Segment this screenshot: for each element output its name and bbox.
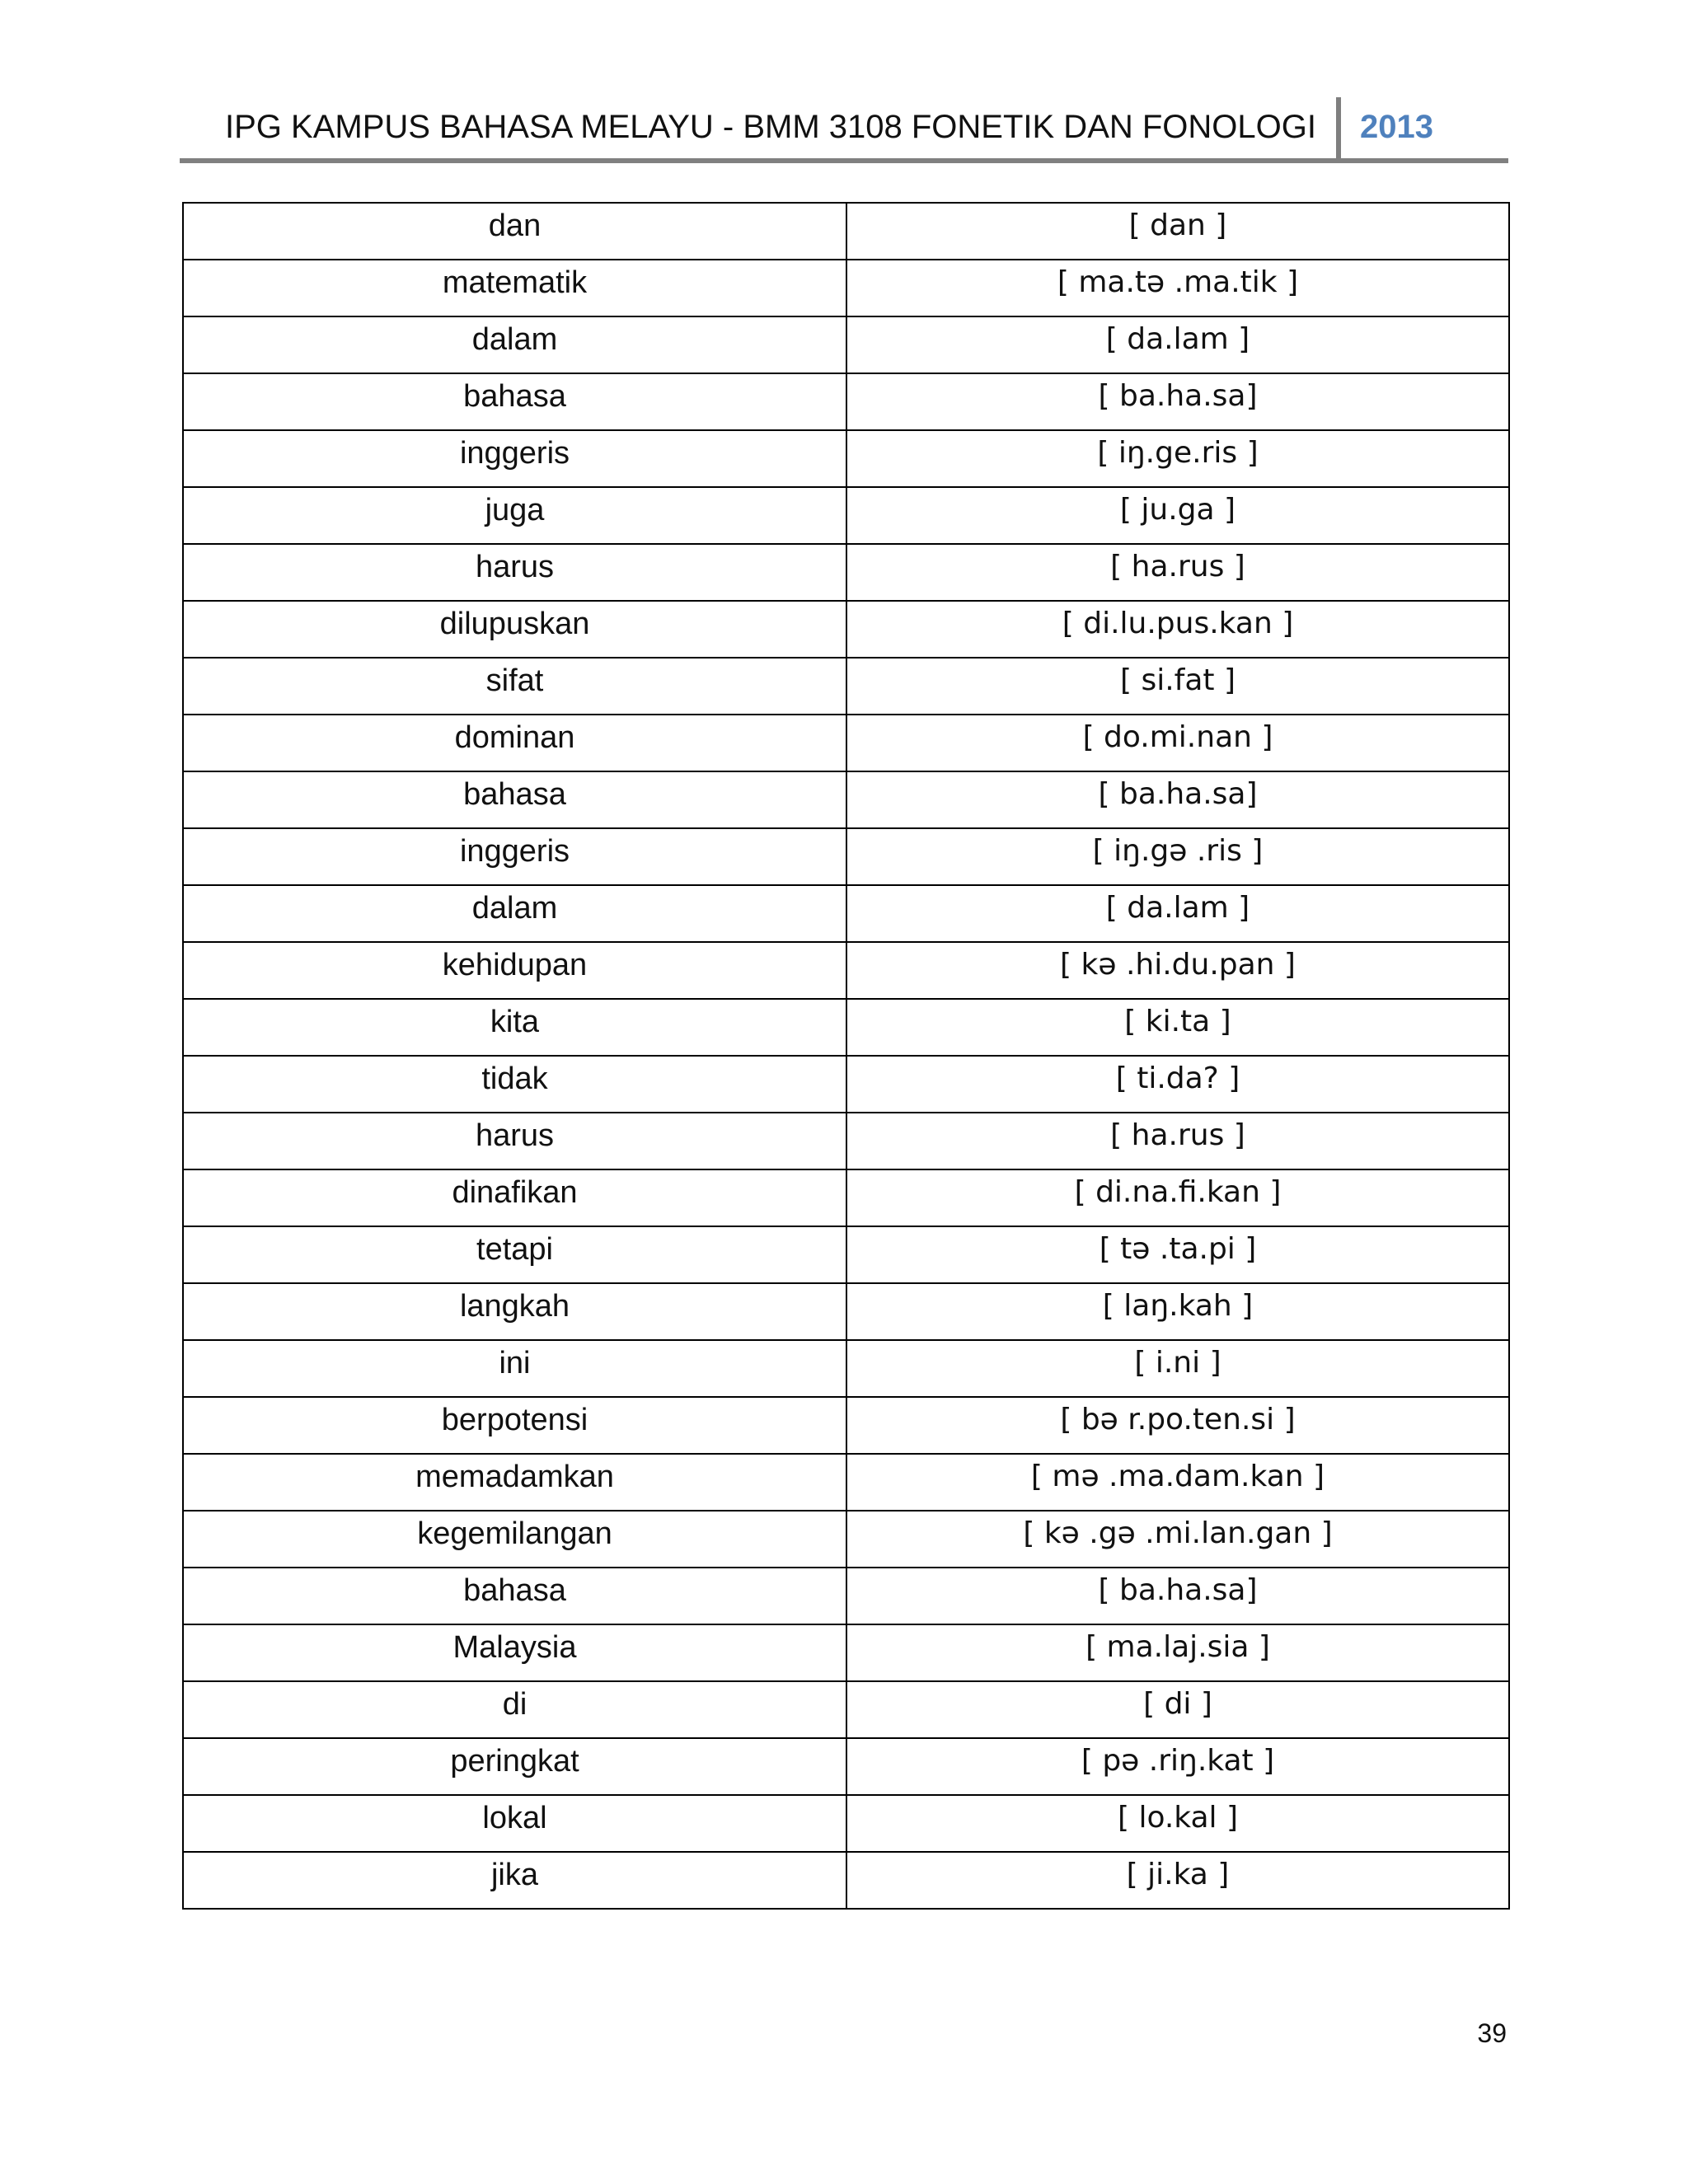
transcription-cell: [ di.lu.pus.kan ] xyxy=(846,601,1509,658)
word-cell: inggeris xyxy=(183,430,846,487)
transcription-cell: [ da.lam ] xyxy=(846,885,1509,942)
table-row xyxy=(183,1681,1509,1738)
word-cell: bahasa xyxy=(183,373,846,430)
word-cell: inggeris xyxy=(183,828,846,885)
word-cell: harus xyxy=(183,544,846,601)
table-row xyxy=(183,487,1509,544)
transcription-cell: [ ba.ha.sa] xyxy=(846,771,1509,828)
header-divider xyxy=(1336,97,1341,162)
word-cell: Malaysia xyxy=(183,1624,846,1681)
transcription-cell: [ ki.ta ] xyxy=(846,999,1509,1056)
word-cell: ini xyxy=(183,1340,846,1397)
table-row xyxy=(183,828,1509,885)
table-row xyxy=(183,430,1509,487)
transcription-cell: [ ji.ka ] xyxy=(846,1852,1509,1909)
table-row xyxy=(183,1397,1509,1454)
transcription-cell: [ ju.ga ] xyxy=(846,487,1509,544)
table-row xyxy=(183,1340,1509,1397)
transcription-cell: [ ti.da? ] xyxy=(846,1056,1509,1113)
header-year: 2013 xyxy=(1360,109,1433,145)
transcription-cell: [ da.lam ] xyxy=(846,316,1509,373)
transcription-cell: [ di.na.fi.kan ] xyxy=(846,1169,1509,1226)
transcription-cell: [ pə .riŋ.kat ] xyxy=(846,1738,1509,1795)
transcription-cell: [ iŋ.gə .ris ] xyxy=(846,828,1509,885)
table-row xyxy=(183,1852,1509,1909)
table-row xyxy=(183,999,1509,1056)
table-row xyxy=(183,316,1509,373)
table-row xyxy=(183,1568,1509,1624)
word-cell: juga xyxy=(183,487,846,544)
table-row xyxy=(183,260,1509,316)
word-cell: jika xyxy=(183,1852,846,1909)
word-cell: peringkat xyxy=(183,1738,846,1795)
transcription-cell: [ kə .hi.du.pan ] xyxy=(846,942,1509,999)
table-row xyxy=(183,1511,1509,1568)
word-cell: kita xyxy=(183,999,846,1056)
table-row xyxy=(183,373,1509,430)
transcription-cell: [ i.ni ] xyxy=(846,1340,1509,1397)
table-row xyxy=(183,715,1509,771)
table-row xyxy=(183,203,1509,260)
word-cell: kegemilangan xyxy=(183,1511,846,1568)
transcription-cell: [ tə .ta.pi ] xyxy=(846,1226,1509,1283)
word-cell: dan xyxy=(183,203,846,260)
header-rule xyxy=(180,158,1508,163)
word-cell: sifat xyxy=(183,658,846,715)
transcription-cell: [ do.mi.nan ] xyxy=(846,715,1509,771)
transcription-cell: [ ha.rus ] xyxy=(846,544,1509,601)
transcription-cell: [ mə .ma.dam.kan ] xyxy=(846,1454,1509,1511)
word-cell: dalam xyxy=(183,316,846,373)
transcription-cell: [ ba.ha.sa] xyxy=(846,373,1509,430)
word-cell: dominan xyxy=(183,715,846,771)
transcription-cell: [ dan ] xyxy=(846,203,1509,260)
table-row xyxy=(183,942,1509,999)
word-cell: dinafikan xyxy=(183,1169,846,1226)
transcription-cell: [ ma.laj.sia ] xyxy=(846,1624,1509,1681)
table-body xyxy=(183,203,1509,1909)
word-cell: berpotensi xyxy=(183,1397,846,1454)
transcription-cell: [ ha.rus ] xyxy=(846,1113,1509,1169)
transcription-cell: [ lo.kal ] xyxy=(846,1795,1509,1852)
table-row xyxy=(183,771,1509,828)
word-cell: kehidupan xyxy=(183,942,846,999)
transcription-cell: [ kə .gə .mi.lan.gan ] xyxy=(846,1511,1509,1568)
transcription-cell: [ si.fat ] xyxy=(846,658,1509,715)
table-row xyxy=(183,1113,1509,1169)
word-cell: tetapi xyxy=(183,1226,846,1283)
table-row xyxy=(183,1283,1509,1340)
header-title: IPG KAMPUS BAHASA MELAYU - BMM 3108 FONETIK DAN FONOLOGI xyxy=(225,109,1317,145)
table-row xyxy=(183,1226,1509,1283)
word-cell: dilupuskan xyxy=(183,601,846,658)
word-cell: memadamkan xyxy=(183,1454,846,1511)
transcription-cell: [ ma.tə .ma.tik ] xyxy=(846,260,1509,316)
transcription-table xyxy=(182,202,1510,1910)
table-row xyxy=(183,1795,1509,1852)
table-row xyxy=(183,1169,1509,1226)
table-row xyxy=(183,1738,1509,1795)
table-row xyxy=(183,544,1509,601)
word-cell: matematik xyxy=(183,260,846,316)
word-cell: langkah xyxy=(183,1283,846,1340)
page-header xyxy=(180,97,1508,163)
table-row xyxy=(183,885,1509,942)
table-row xyxy=(183,1056,1509,1113)
transcription-cell: [ di ] xyxy=(846,1681,1509,1738)
word-cell: dalam xyxy=(183,885,846,942)
word-cell: bahasa xyxy=(183,1568,846,1624)
table-row xyxy=(183,1624,1509,1681)
word-cell: di xyxy=(183,1681,846,1738)
word-cell: bahasa xyxy=(183,771,846,828)
table-row xyxy=(183,601,1509,658)
word-cell: tidak xyxy=(183,1056,846,1113)
transcription-cell: [ ba.ha.sa] xyxy=(846,1568,1509,1624)
word-cell: harus xyxy=(183,1113,846,1169)
transcription-cell: [ laŋ.kah ] xyxy=(846,1283,1509,1340)
word-cell: lokal xyxy=(183,1795,846,1852)
table-row xyxy=(183,658,1509,715)
page-number: 39 xyxy=(1477,2018,1507,2048)
transcription-cell: [ iŋ.ge.ris ] xyxy=(846,430,1509,487)
table-row xyxy=(183,1454,1509,1511)
transcription-cell: [ bə r.po.ten.si ] xyxy=(846,1397,1509,1454)
